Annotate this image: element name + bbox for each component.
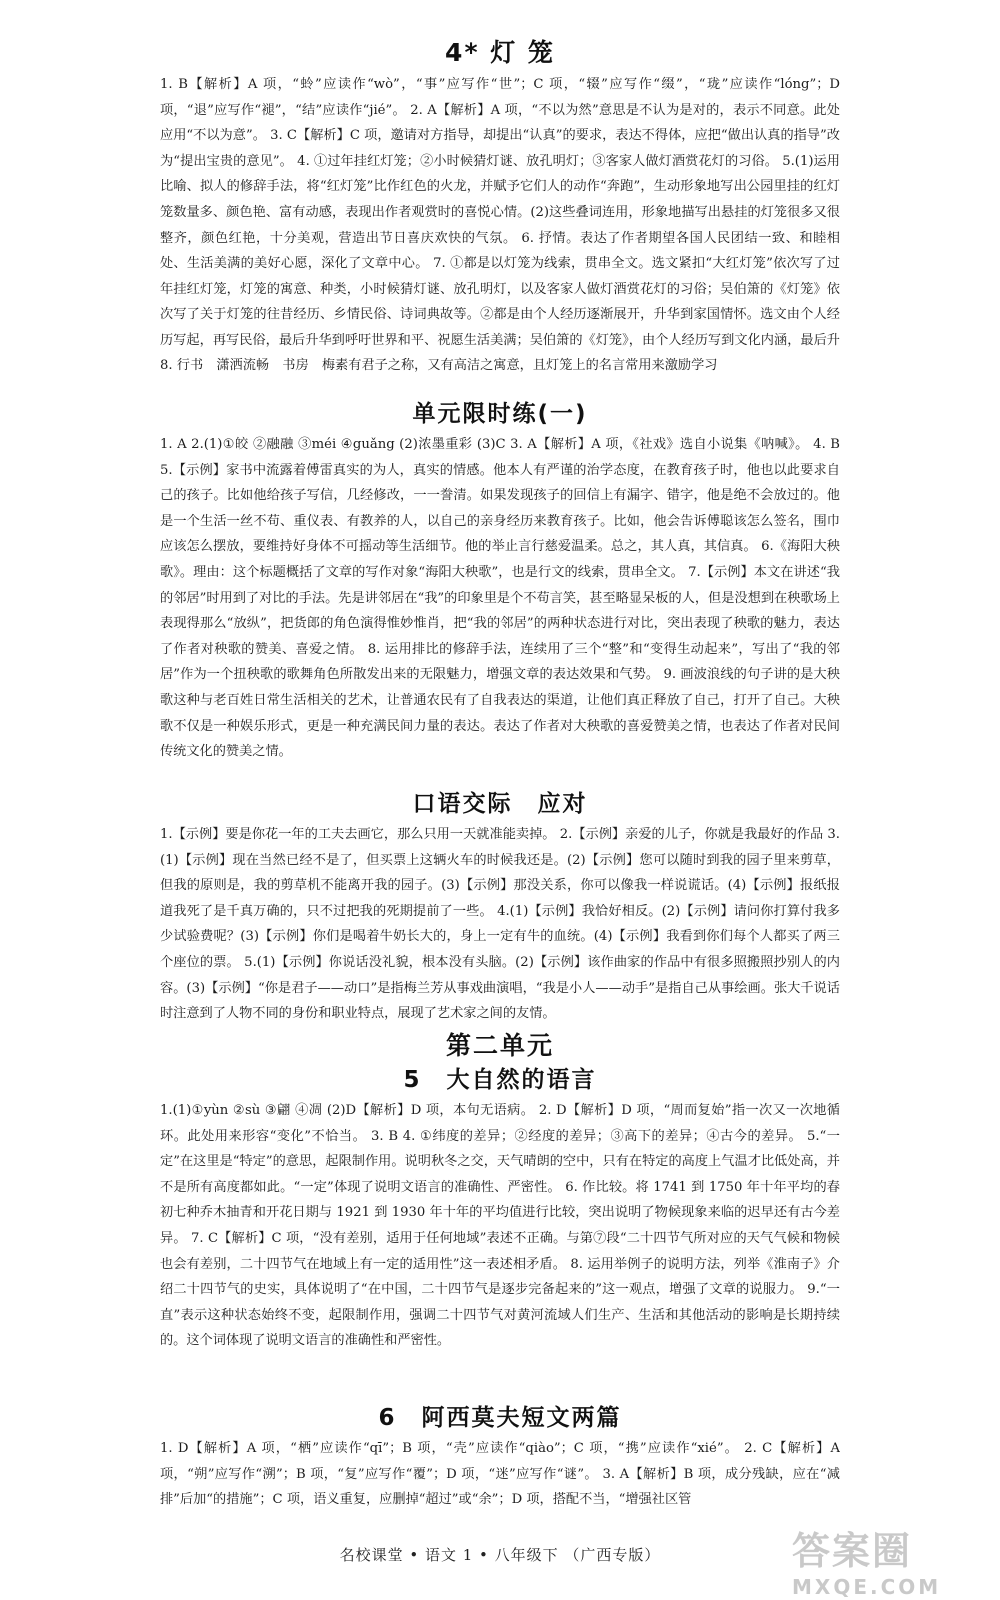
- unit-test-title: 单元限时练(一): [412, 401, 588, 427]
- page-footer: 名校课堂 • 语文 1 • 八年级下 （广西专版）: [339, 1546, 661, 1564]
- watermark-url: MXQE.COM: [792, 1575, 942, 1599]
- unit-2-heading: [160, 1030, 840, 1062]
- unit-test-answers: 1. A 2.(1)①皎 ②融融 ③méi ④guǎng (2)浓墨重彩 (3)C 3. A【解析】A 项，《社戏》选自小说集《呐喊》。 4. B 5.【示例】家书中流露着傅雷真实的为人，真实的情感。他本人有严谨的治学态度，在教育孩子时，他也以此要求自己的孩子。比如他给孩子写信，几经修改，一一誊清。如果发现孩子的回信上有漏字、错字，他是绝不会放过的。他是一个生活一丝不苟、重仪表、有教养的人，以自己的亲身经历来教育孩子。比如，他会告诉傅聪该怎么签名，围巾应该怎么摆放，要维持好身体不可摇动等生活细节。他的举止言行慈爱温柔。总之，其人真，其信真。 6.《海阳大秧歌》。理由：这个标题概括了文章的写作对象“海阳大秧歌”，也是行文的线索，贯串全文。 7.【示例】本文在讲述“我的邻居”时用到了对比的手法。先是讲邻居在“我”的印象里是个不苟言笑，甚至略显呆板的人，但是没想到在秧歌场上表现得那么“放纵”，把货郎的角色演得惟妙惟肖，把“我的邻居”的两种状态进行对比，突出表现了秧歌的魅力，表达了作者对秧歌的赞美、喜爱之情。 8. 运用排比的修辞手法，连续用了三个“整”和“变得生动起来”，写出了“我的邻居”作为一个扭秧歌的歌舞角色所散发出来的无限魅力，增强文章的表达效果和气势。 9. 画波浪线的句子讲的是大秧歌这种与老百姓日常生活相关的艺术，让普通农民有了自我表达的渠道，让他们真正释放了自己，打开了自己。大秧歌不仅是一种娱乐形式，更是一种充满民间力量的表达。表达了作者对大秧歌的喜爱赞美之情，也表达了作者对民间传统文化的赞美之情。: [160, 437, 840, 760]
- lesson-6-section: [160, 1402, 840, 1539]
- watermark-logo: [792, 1520, 982, 1599]
- lesson-4-section: [160, 38, 840, 378]
- watermark-title: 答案圈: [792, 1529, 913, 1573]
- unit-test-section: [160, 398, 840, 790]
- lesson-5-section: [160, 1064, 840, 1380]
- oral-communication-answers: 1.【示例】要是你花一年的工夫去画它，那么只用一天就准能卖掉。 2.【示例】亲爱的儿子，你就是我最好的作品 3.(1)【示例】现在当然已经不是了，但买票上这辆火车的时候我还是。(2)【示例】您可以随时到我的园子里来剪草，但我的原则是，我的剪草机不能离开我的园子。(3)【示例】那没关系，你可以像我一样说谎话。(4)【示例】报纸报道我死了是千真万确的，只不过把我的死期提前了一些。 4.(1)【示例】我恰好相反。(2)【示例】请问你打算付我多少试验费呢？(3)【示例】你们是喝着牛奶长大的，身上一定有牛的血统。(4)【示例】我看到你们每个人都买了两三个座位的票。 5.(1)【示例】你说话没礼貌，根本没有头脑。(2)【示例】该作曲家的作品中有很多照搬照抄别人的内容。(3)【示例】“你是君子——动口”是指梅兰芳从事戏曲演唱，“我是小人——动手”是指自己从事绘画。张大千说话时注意到了人物不同的身份和职业特点，展现了艺术家之间的友情。: [160, 827, 840, 1022]
- lesson-4-answers: 1. B【解析】A 项，“蛉”应读作“wò”，“事”应写作“世”；C 项，“辍”应写作“缀”，“珑”应读作“lóng”；D项，“退”应写作“褪”，“结”应读作“jié”。 2. A【解析】A 项，“不以为然”意思是不认为是对的，表示不同意。此处应用“不以为意”。 3. C【解析】C 项，邀请对方指导，却提出“认真”的要求，表达不得体，应把“做出认真的指导”改为“提出宝贵的意见”。 4. ①过年挂红灯笼；②小时候猜灯谜、放孔明灯；③客家人做灯酒赏花灯的习俗。 5.(1)运用比喻、拟人的修辞手法，将“红灯笼”比作红色的火龙，并赋予它们人的动作“奔跑”，生动形象地写出公园里挂的红灯笼数量多、颜色艳、富有动感，表现出作者观赏时的喜悦心情。(2)这些叠词连用，形象地描写出悬挂的灯笼很多又很整齐，颜色红艳，十分美观，营造出节日喜庆欢快的气氛。 6. 抒情。表达了作者期望各国人民团结一致、和睦相处、生活美满的美好心愿，深化了文章中心。 7. ①都是以灯笼为线索，贯串全文。选文紧扣“大红灯笼”依次写了过年挂红灯笼，灯笼的寓意、种类，小时候猜灯谜、放孔明灯，以及客家人做灯酒赏花灯的习俗；吴伯箫的《灯笼》依次写了关于灯笼的往昔经历、乡情民俗、诗词典故等。②都是由个人经历逐渐展开，升华到家国情怀。选文由个人经历写起，再写民俗，最后升华到呼吁世界和平、祝愿生活美满；吴伯箫的《灯笼》，由个人经历写到文化内涵，最后升: [160, 77, 840, 348]
- lesson-6-title: 6 阿西莫夫短文两篇: [378, 1405, 622, 1431]
- unit-2-title: 第二单元: [445, 1031, 554, 1060]
- lesson-4-title: 4* 灯 笼: [445, 38, 555, 67]
- oral-communication-section: [160, 788, 840, 1026]
- lesson-6-answers: 1. D【解析】A 项，“栖”应读作“qī”；B 项，“壳”应读作“qiào”；C 项，“携”应读作“xié”。 2. C【解析】A 项，“朔”应写作“溯”；B 项，“复”应写作“覆”；D 项，“迷”应写作“谜”。 3. A【解析】B 项，成分残缺，应在“减排”后加“的措施”；C 项，语义重复，应删掉“超过”或“余”；D 项，搭配不当，“增强社区管: [160, 1441, 840, 1508]
- lesson-5-title: 5 大自然的语言: [403, 1067, 597, 1093]
- oral-communication-title: 口语交际 应对: [412, 791, 588, 817]
- lesson-5-answers: 1.(1)①yùn ②sù ③翩 ④凋 (2)D【解析】D 项，本句无语病。 2. D【解析】D 项，“周而复始”指一次又一次地循环。此处用来形容“变化”不恰当。 3. B 4. ①纬度的差异；②经度的差异；③高下的差异；④古今的差异。 5.“一定”在这里是“特定”的意思，起限制作用。说明秋冬之交，天气晴朗的空中，只有在特定的高度上气温才比低处高，并不是所有高度都如此。“一定”体现了说明文语言的准确性、严密性。 6. 作比较。将 1741 到 1750 年十年平均的春初七种乔木抽青和开花日期与 1921 到 1930 年十年的平均值进行比较，突出说明了物候现象来临的迟早还有古今差异。 7. C【解析】C 项，“没有差别，适用于任何地域”表述不正确。与第⑦段“二十四节气所对应的天气气候和物候也会有差别，二十四节气在地域上有一定的适用性”这一表述相矛盾。 8. 运用举例子的说明方法，列举《淮南子》介绍二十四节气的史实，具体说明了“在中国，二十四节气是逐步完备起来的”这一观点，增强了文章的说服力。 9.“一直”表示这种状态始终不变，起限制作用，强调二十四节气对黄河流域人们生产、生活和其他活动的影响是长期持续的。这个词体现了说明文语言的准确性和严密性。: [160, 1103, 840, 1349]
- lesson-4-q8: 8. 行书 潇洒流畅 书房 梅素有君子之称，又有高洁之寓意，且灯笼上的名言常用来激励学习: [160, 358, 718, 373]
